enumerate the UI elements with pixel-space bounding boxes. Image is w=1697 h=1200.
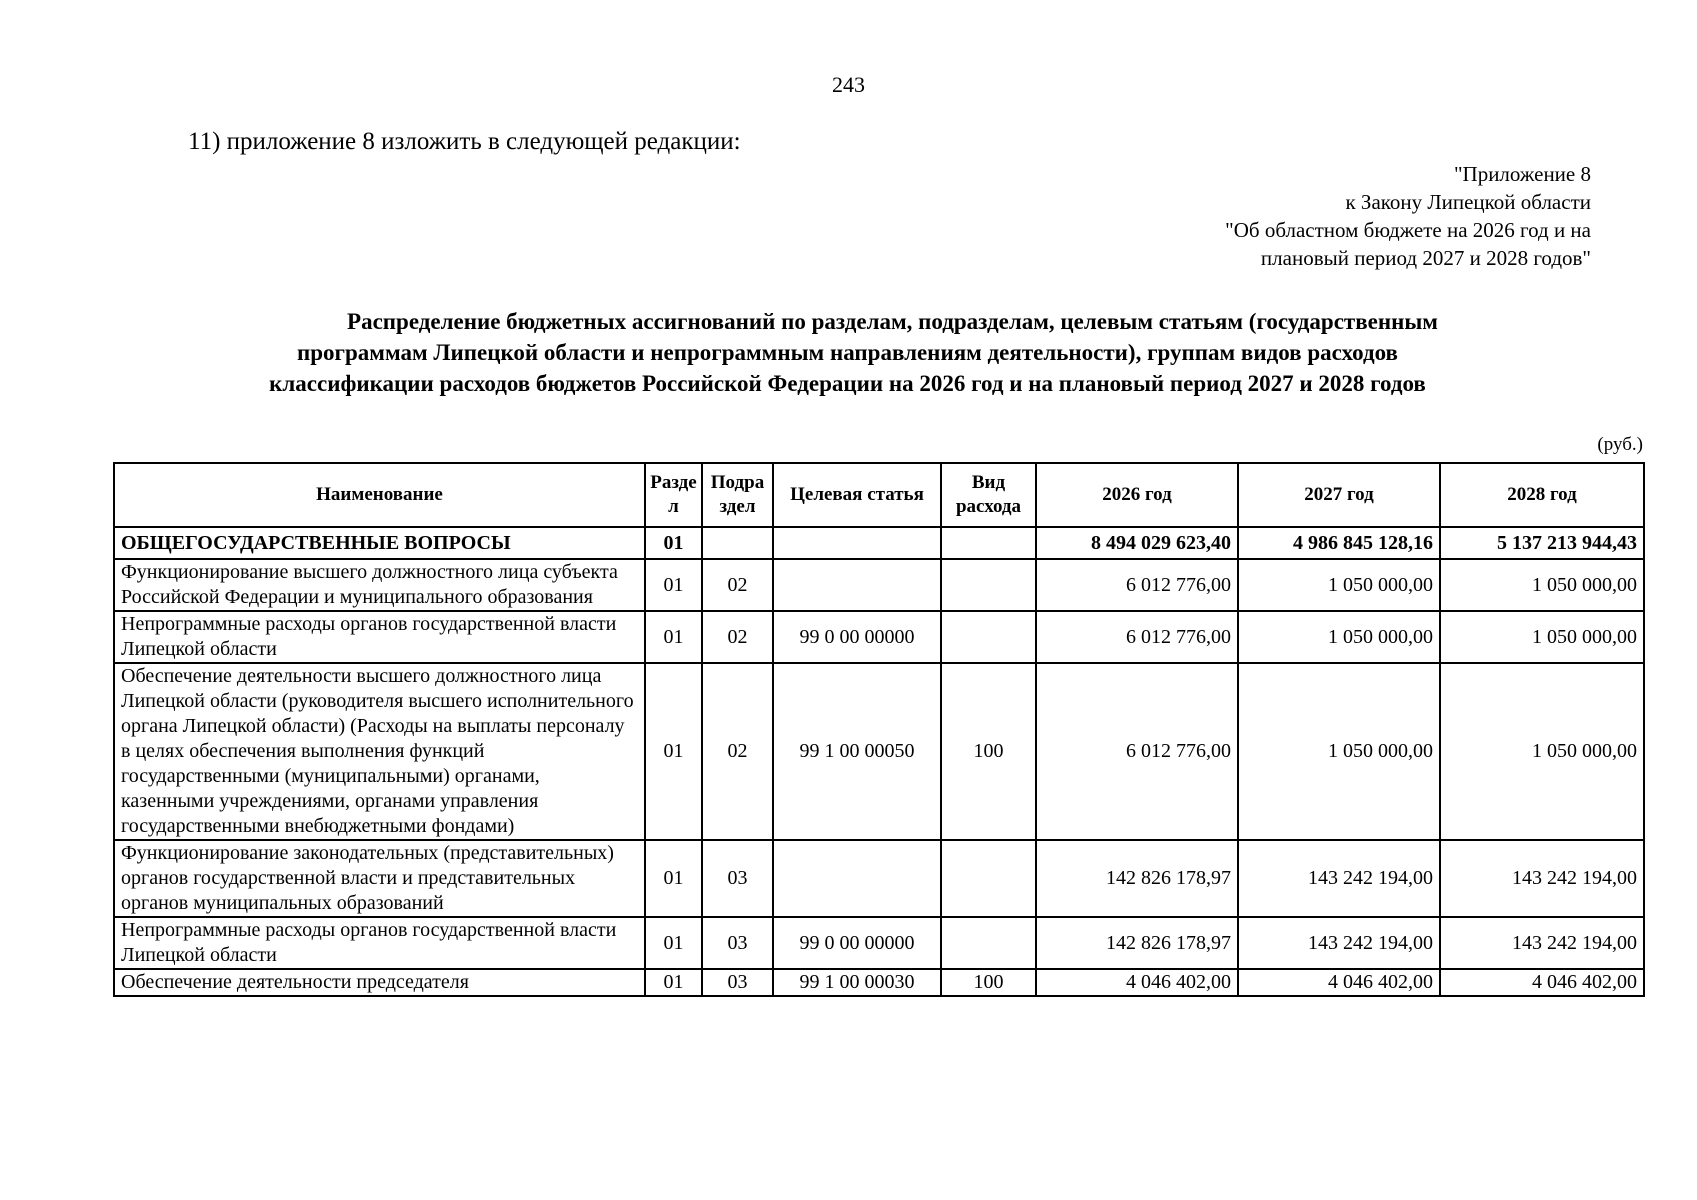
cell-section: 01 xyxy=(645,917,702,969)
header-target: Целевая статья xyxy=(773,463,941,527)
cell-2026: 8 494 029 623,40 xyxy=(1036,527,1238,559)
cell-2027: 1 050 000,00 xyxy=(1238,663,1440,840)
cell-2026: 142 826 178,97 xyxy=(1036,917,1238,969)
cell-subsection: 02 xyxy=(702,559,773,611)
header-expense-type: Вид расхода xyxy=(941,463,1036,527)
cell-name: Функционирование законодательных (представительных) органов государственной власти и представительных органов муниципальных образований xyxy=(114,840,645,917)
appendix-ref-line: "Приложение 8 xyxy=(1453,162,1591,186)
budget-table xyxy=(113,462,1645,997)
table-row xyxy=(114,559,1644,611)
cell-target: 99 0 00 00000 xyxy=(773,611,941,663)
title-line: Распределение бюджетных ассигнований по разделам, подразделам, целевым статьям (государственным xyxy=(347,309,1438,334)
table-row xyxy=(114,663,1644,840)
cell-name: Обеспечение деятельности председателя xyxy=(114,969,645,996)
cell-expense-type xyxy=(941,611,1036,663)
cell-section: 01 xyxy=(645,527,702,559)
cell-target: 99 1 00 00050 xyxy=(773,663,941,840)
table-header-row xyxy=(114,463,1644,527)
header-name: Наименование xyxy=(114,463,645,527)
cell-subsection: 03 xyxy=(702,840,773,917)
cell-target: 99 0 00 00000 xyxy=(773,917,941,969)
cell-2027: 143 242 194,00 xyxy=(1238,917,1440,969)
cell-section: 01 xyxy=(645,840,702,917)
cell-subsection: 02 xyxy=(702,663,773,840)
cell-name: Обеспечение деятельности высшего должностного лица Липецкой области (руководителя высшего исполнительного органа Липецкой области) (Расходы на выплаты персоналу в целях обеспечения выполнения функций государственными (муниципальными) органами, казенными учреждениями, органами управления государственными внебюджетными фондами) xyxy=(114,663,645,840)
title-line: программам Липецкой области и непрограммным направлениям деятельности), группам видов расходов xyxy=(297,340,1398,365)
cell-target: 99 1 00 00030 xyxy=(773,969,941,996)
header-subsection: Подра здел xyxy=(702,463,773,527)
cell-section: 01 xyxy=(645,969,702,996)
cell-target xyxy=(773,527,941,559)
cell-target xyxy=(773,559,941,611)
cell-2027: 143 242 194,00 xyxy=(1238,840,1440,917)
header-2028: 2028 год xyxy=(1440,463,1644,527)
cell-expense-type xyxy=(941,917,1036,969)
table-row xyxy=(114,917,1644,969)
cell-2027: 4 986 845 128,16 xyxy=(1238,527,1440,559)
cell-expense-type xyxy=(941,559,1036,611)
table-row xyxy=(114,527,1644,559)
page-number: 243 xyxy=(832,72,865,97)
appendix-ref-line: плановый период 2027 и 2028 годов" xyxy=(1260,246,1591,270)
cell-2028: 4 046 402,00 xyxy=(1440,969,1644,996)
cell-name: Непрограммные расходы органов государственной власти Липецкой области xyxy=(114,611,645,663)
cell-2027: 4 046 402,00 xyxy=(1238,969,1440,996)
cell-subsection: 02 xyxy=(702,611,773,663)
cell-expense-type xyxy=(941,527,1036,559)
cell-subsection: 03 xyxy=(702,969,773,996)
table-row xyxy=(114,611,1644,663)
cell-2027: 1 050 000,00 xyxy=(1238,611,1440,663)
appendix-ref-line: к Закону Липецкой области xyxy=(1345,190,1591,214)
cell-name: Функционирование высшего должностного лица субъекта Российской Федерации и муниципального образования xyxy=(114,559,645,611)
cell-2028: 1 050 000,00 xyxy=(1440,663,1644,840)
cell-name: Непрограммные расходы органов государственной власти Липецкой области xyxy=(114,917,645,969)
cell-name: ОБЩЕГОСУДАРСТВЕННЫЕ ВОПРОСЫ xyxy=(114,527,645,559)
cell-section: 01 xyxy=(645,611,702,663)
cell-2028: 5 137 213 944,43 xyxy=(1440,527,1644,559)
title-line: классификации расходов бюджетов Российской Федерации на 2026 год и на плановый период 2027 и 2028 годов xyxy=(269,371,1426,396)
units-label: (руб.) xyxy=(1597,434,1643,455)
cell-2027: 1 050 000,00 xyxy=(1238,559,1440,611)
table-row xyxy=(114,969,1644,996)
cell-2026: 6 012 776,00 xyxy=(1036,559,1238,611)
cell-2028: 1 050 000,00 xyxy=(1440,559,1644,611)
cell-2026: 6 012 776,00 xyxy=(1036,663,1238,840)
header-2026: 2026 год xyxy=(1036,463,1238,527)
header-2027: 2027 год xyxy=(1238,463,1440,527)
amendment-intro: 11) приложение 8 изложить в следующей редакции: xyxy=(188,128,741,155)
cell-target xyxy=(773,840,941,917)
cell-section: 01 xyxy=(645,663,702,840)
cell-2026: 142 826 178,97 xyxy=(1036,840,1238,917)
cell-2028: 143 242 194,00 xyxy=(1440,917,1644,969)
cell-expense-type: 100 xyxy=(941,663,1036,840)
table-row xyxy=(114,840,1644,917)
cell-section: 01 xyxy=(645,559,702,611)
appendix-ref-line: "Об областном бюджете на 2026 год и на xyxy=(1225,218,1591,242)
cell-expense-type: 100 xyxy=(941,969,1036,996)
cell-subsection xyxy=(702,527,773,559)
cell-2028: 1 050 000,00 xyxy=(1440,611,1644,663)
cell-2026: 4 046 402,00 xyxy=(1036,969,1238,996)
document-title xyxy=(110,306,1585,399)
cell-2028: 143 242 194,00 xyxy=(1440,840,1644,917)
cell-2026: 6 012 776,00 xyxy=(1036,611,1238,663)
header-section: Разде л xyxy=(645,463,702,527)
appendix-reference xyxy=(1225,160,1591,272)
cell-expense-type xyxy=(941,840,1036,917)
cell-subsection: 03 xyxy=(702,917,773,969)
